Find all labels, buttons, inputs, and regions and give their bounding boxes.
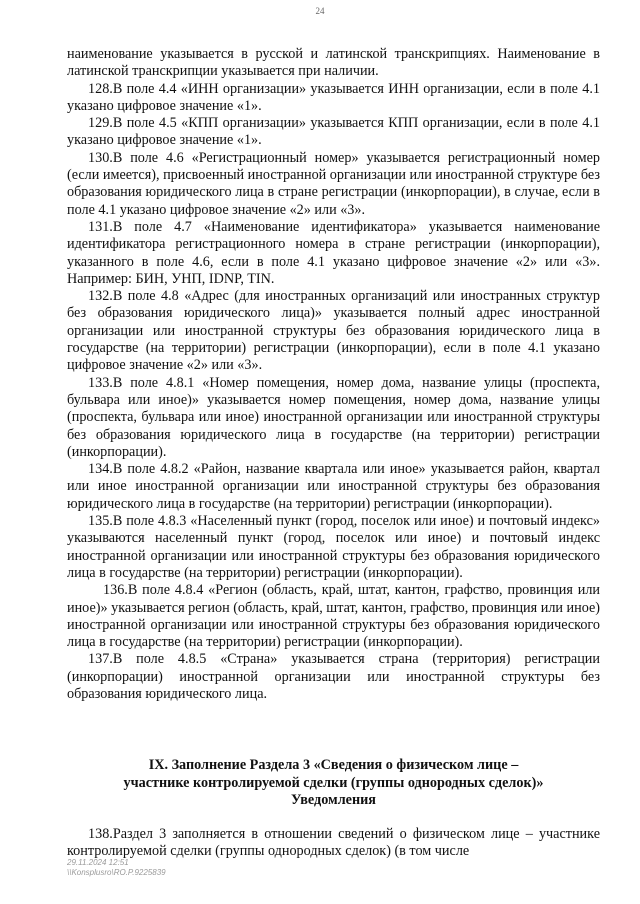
print-stamp-date: 29.11.2024 12:51	[67, 858, 129, 867]
section-heading-line-2: участнике контролируемой сделки (группы однородных сделок)»	[123, 774, 544, 791]
section-heading-line-1: IX. Заполнение Раздела 3 «Сведения о физическом лице –	[148, 757, 519, 773]
document-body	[67, 46, 600, 703]
paragraph-131: 131.В поле 4.7 «Наименование идентификатора» указывается наименование идентификатора регистрационного номера в стране регистрации (инкорпорации), указанного в поле 4.6, если в поле 4.1 указано цифровое значение «2» или «3». Например: БИН, УНП, IDNP, TIN.	[67, 218, 600, 287]
paragraph-138: 138.Раздел 3 заполняется в отношении сведений о физическом лице – участнике контролируемой сделки (группы однородных сделок) (в том числе	[67, 826, 600, 860]
page-number: 24	[315, 6, 325, 16]
paragraph-129: 129.В поле 4.5 «КПП организации» указывается КПП организации, если в поле 4.1 указано цифровое значение «1».	[67, 115, 600, 149]
print-stamp-path: \\Konsplusro\RO.P.9225839	[67, 868, 166, 877]
paragraph-137: 137.В поле 4.8.5 «Страна» указывается страна (территория) регистрации (инкорпорации) иностранной организации или иностранной структуры без образования юридического лица.	[67, 651, 600, 702]
paragraph-130: 130.В поле 4.6 «Регистрационный номер» указывается регистрационный номер (если имеется), присвоенный иностранной организации или иностранной структуре без образования юридического лица в стране регистрации (инкорпорации), в случае, если в поле 4.1 указано цифровое значение «2» или «3».	[67, 149, 600, 218]
paragraph-136: 136.В поле 4.8.4 «Регион (область, край, штат, кантон, графство, провинция или иное)» указывается регион (область, край, штат, кантон, графство, провинция или иное) иностранной организации или иностранной структуры без образования юридического лица в государстве (на территории) регистрации (инкорпорации).	[67, 582, 601, 651]
paragraph-intro: наименование указывается в русской и латинской транскрипциях. Наименование в латинской транскрипции указывается при наличии.	[67, 46, 600, 80]
paragraph-135: 135.В поле 4.8.3 «Населенный пункт (город, поселок или иное) и почтовый индекс» указываются населенный пункт (город, поселок или иное) и почтовый индекс иностранной организации или иностранной структуры без образования юридического лица в государстве (на территории) регистрации (инкорпорации).	[67, 513, 600, 581]
section-heading	[67, 757, 600, 810]
paragraph-134: 134.В поле 4.8.2 «Район, название квартала или иное» указывается район, квартал или иное иностранной организации или иностранной структуры без образования юридического лица в государстве (на территории) регистрации (инкорпорации).	[67, 461, 600, 512]
document-body-continued	[67, 826, 600, 861]
print-stamp	[67, 858, 166, 878]
paragraph-133: 133.В поле 4.8.1 «Номер помещения, номер дома, название улицы (проспекта, бульвара или иное)» указывается номер помещения, номер дома, название улицы (проспекта, бульвара или иное) иностранной организации или иностранной структуры без образования юридического лица в государстве (на территории) регистрации (инкорпорации).	[67, 374, 600, 460]
section-heading-line-3: Уведомления	[291, 792, 376, 808]
paragraph-132: 132.В поле 4.8 «Адрес (для иностранных организаций или иностранных структур без образования юридического лица)» указывается полный адрес иностранной организации или иностранной структуры без образования юридического лица в государстве (на территории) регистрации (инкорпорации), если в поле 4.1 указано цифровое значение «2» или «3».	[67, 288, 600, 374]
paragraph-128: 128.В поле 4.4 «ИНН организации» указывается ИНН организации, если в поле 4.1 указано цифровое значение «1».	[67, 80, 600, 114]
